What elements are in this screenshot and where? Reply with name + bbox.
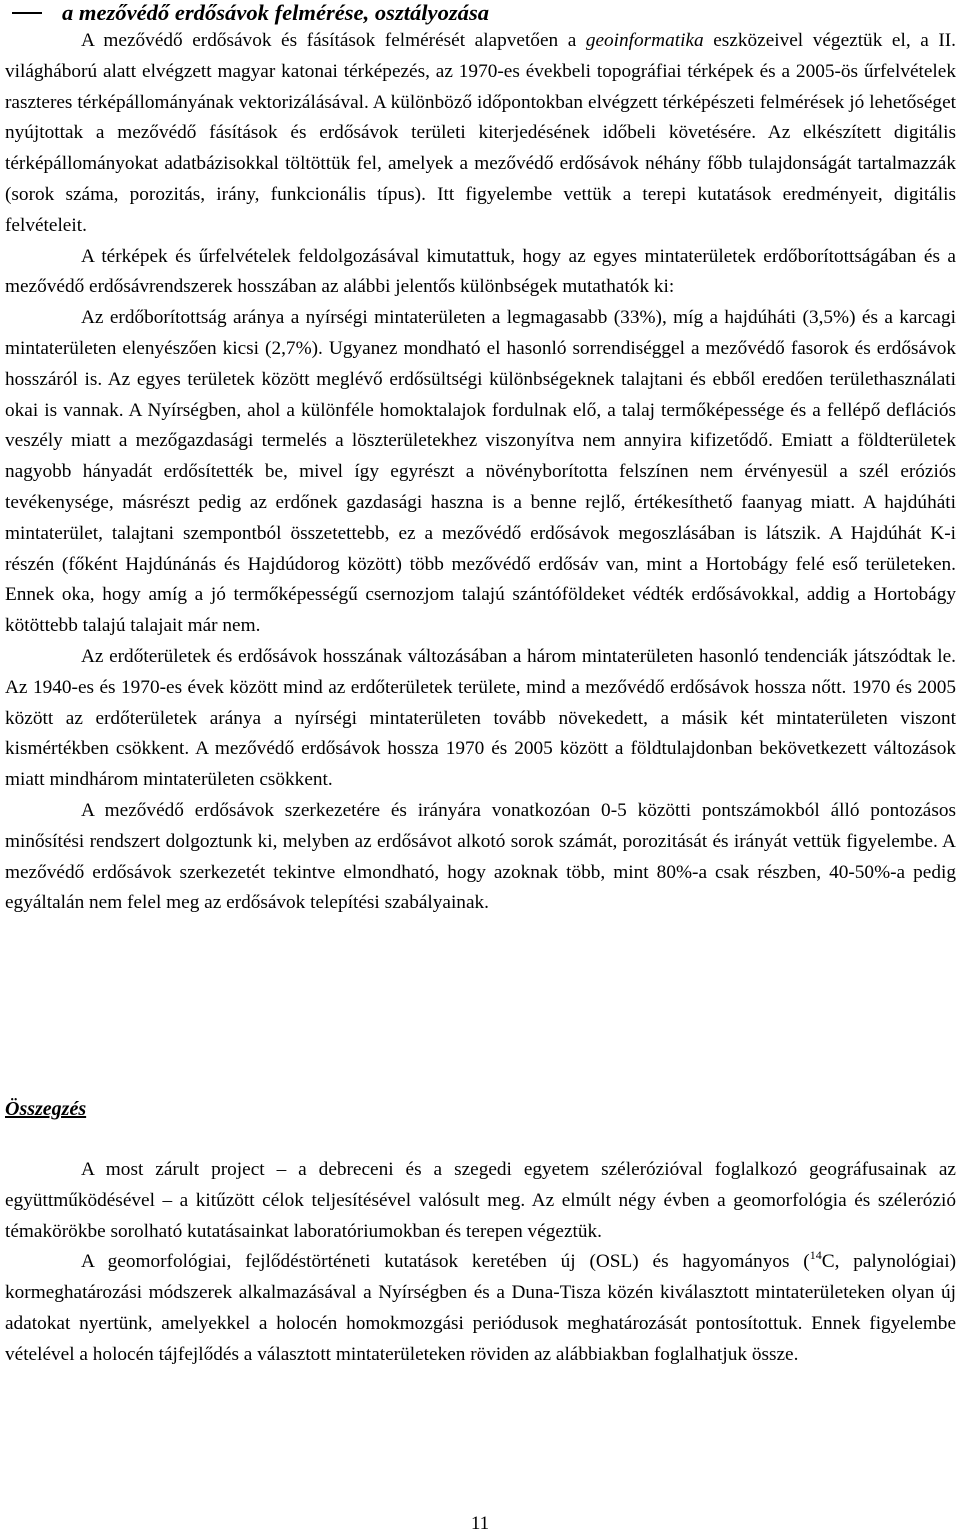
page-number: 11 xyxy=(470,1513,490,1534)
paragraph-5: A mezővédő erdősávok szerkezetére és irányára vonatkozóan 0-5 közötti pontszámokból álló pontozásos minősítési rendszert dolgoztunk ki, melyben az erdősávot alkotó sorok számát, porozitását és irányát vettük figyelembe. A mezővédő erdősávok szerkezetét tekintve elmondható, hogy azoknak több, mint 80%-a csak részben, 40-50%-a pedig egyáltalán nem felel meg az erdősávok telepítési szabályainak. xyxy=(5,799,956,914)
paragraph-1-rest: eszközeivel végeztük el, a II. világháború alatt elvégzett magyar katonai térképezés, az 1970-es évekbeli topográfiai térképek és a 2005-ös űrfelvételek raszteres térképállományának vektorizálásával. A különböző időpontokban elvégzett térképészeti felmérések jó lehetőséget nyújtottak a mezővédő fásítások és erdősávok területi kiterjedésének időbeli követésére. Az elkészített digitális térképállományokat adatbázisokkal töltöttük fel, amelyek a mezővédő erdősávok néhány főbb tulajdonságát tartalmazzák (sorok száma, porozitás, irány, funkcionális típus). Itt figyelembe vettük a terepi kutatások eredményeit, digitális felvételeit. xyxy=(5,30,956,236)
paragraph-4: Az erdőterületek és erdősávok hosszának változásában a három mintaterületen hasonló tendenciák játszódtak le. Az 1940-es és 1970-es évek között mind az erdőterületek területe, mind a mezővédő erdősávok hossza nőtt. 1970 és 2005 között az erdőterületek aránya a nyírségi mintaterületen tovább növekedett, a másik két mintaterületen viszont kismértékben csökkent. A mezővédő erdősávok hossza 1970 és 2005 között a földtulajdonban bekövetkezett változások miatt mindhárom mintaterületen csökkent. xyxy=(5,645,956,791)
summary-paragraph-1: A most zárult project – a debreceni és a szegedi egyetem szélerózióval foglalkozó geográfusainak az együttműködésével – a kitűzött célok teljesítésével valósult meg. Az elmúlt négy évben a geomorfológia és szélerózió témakörökbe sorolható kutatásainkat laboratóriumokban és terepen végeztük. xyxy=(5,1159,956,1242)
section-heading-text: a mezővédő erdősávok felmérése, osztályozása xyxy=(62,0,490,25)
geoinformatika-term: geoinformatika xyxy=(585,30,704,51)
isotope-superscript: 14 xyxy=(809,1248,822,1263)
summary-paragraph-2-rest: C, palynológiai) kormeghatározási módszerek alkalmazásával a Nyírségben és a Duna-Tisza közén kiválasztott mintaterületeken olyan új adatokat nyertünk, amelyekkel a holocén homokmozgási periódusok meghatározását pontosítottuk. Ennek figyelembe vételével a holocén tájfejlődés a választott mintaterületeken röviden az alábbiakban foglalhatjuk össze. xyxy=(5,1251,957,1365)
section-heading xyxy=(5,0,956,26)
summary-paragraph-2-start: A geomorfológiai, fejlődéstörténeti kutatások keretében új (OSL) és hagyományos ( xyxy=(81,1251,810,1273)
paragraph-2: A térképek és űrfelvételek feldolgozásával kimutattuk, hogy az egyes mintaterületek erdőborítottságában és a mezővédő erdősávrendszerek hosszában az alábbi jelentős különbségek mutathatók ki: xyxy=(5,245,956,298)
paragraph-1-start: A mezővédő erdősávok és fásítások felmérését alapvetően a xyxy=(81,30,586,51)
summary-heading: Összegzés xyxy=(5,1098,87,1120)
paragraph-3: Az erdőborítottság aránya a nyírségi mintaterületen a legmagasabb (33%), míg a hajdúháti (3,5%) és a karcagi mintaterületen elenyészően kicsi (2,7%). Ugyanez mondható el hasonló sorrendiséggel a mezővédő fasorok és erdősávok hosszáról is. Az egyes területek között meglévő erdősültségi különbségeknek talajtani és ebből eredően területhasználati okai is vannak. A Nyírségben, ahol a különféle homoktalajok fordulnak elő, a talaj termőképessége és a fellépő deflációs veszély miatt a mezőgazdasági termelés a löszterületekhez viszonyítva nem annyira kifizetődő. Emiatt a földterületek nagyobb hányadát erdősítették be, mivel így egyrészt a növényborította felszínen nem érvényesül a szél eróziós tevékenysége, másrészt pedig az erdőnek gazdasági haszna is a benne rejlő, értékesíthető faanyag miatt. A hajdúháti mintaterület, talajtani szempontból összetettebb, ez a mezővédő erdősávok megoszlásában is látszik. A Hajdúhát K-i részén (főként Hajdúnánás és Hajdúdorog között) több mezővédő erdősáv van, mint a Hortobágy felé eső területeken. Ennek oka, hogy amíg a jó termőképességű csernozjom talajú szántóföldeket védték erdősávokkal, addig a Hortobágy kötöttebb talajú talajait már nem. xyxy=(5,307,956,637)
heading-dash xyxy=(12,12,42,14)
paragraph-1 xyxy=(5,26,956,242)
summary-body xyxy=(5,1155,956,1371)
summary-paragraph-2 xyxy=(5,1247,956,1370)
document-body xyxy=(5,0,956,919)
